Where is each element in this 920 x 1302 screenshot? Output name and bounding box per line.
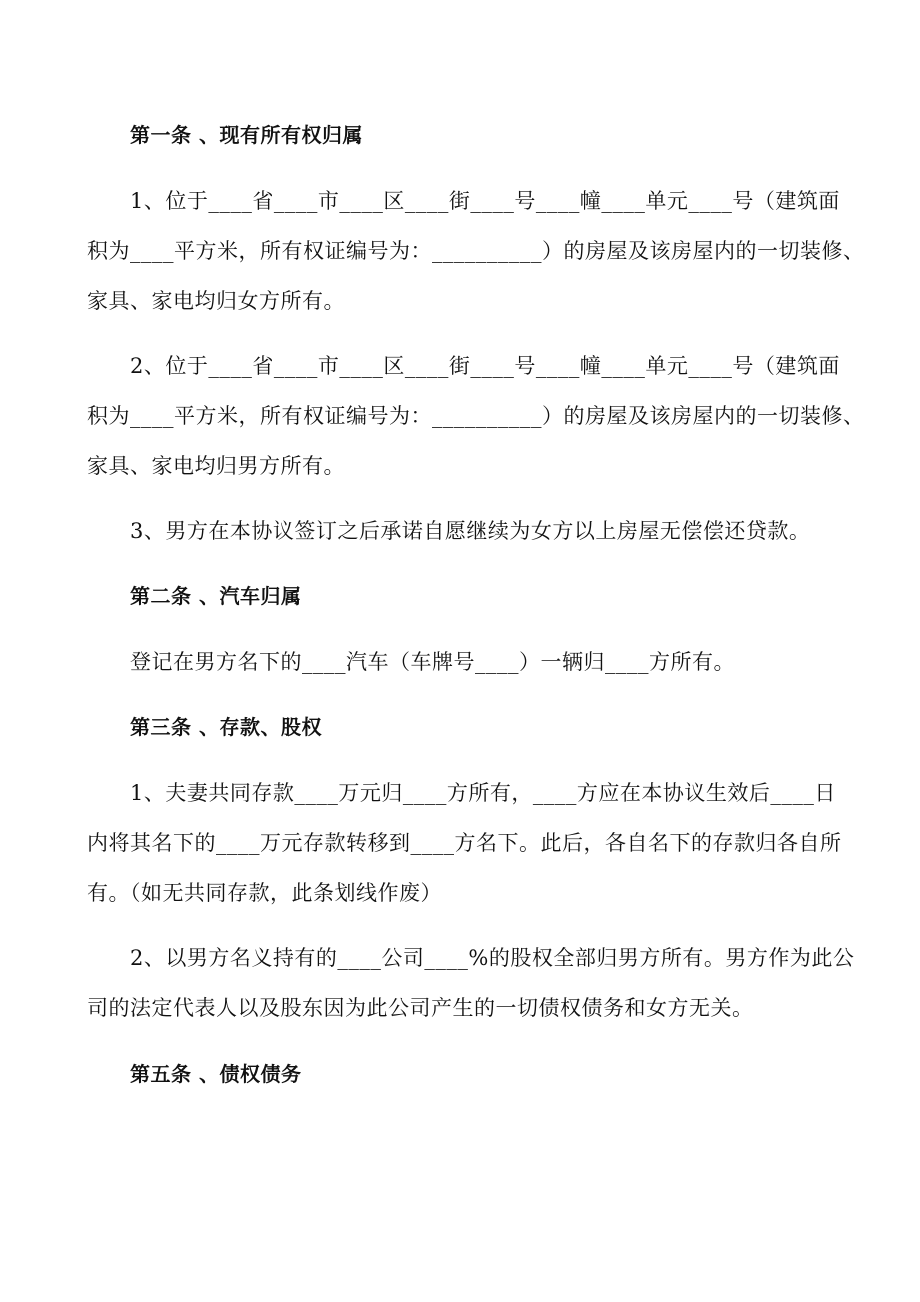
article-1-clause-2-line-3: 家具、家电均归男方所有。 [87,454,345,478]
article-1-clause-1-line-1: 1、位于____省____市____区____街____号____幢____单元____号（建筑面 [130,189,840,213]
article-3-clause-2-line-1: 2、以男方名义持有的____公司____%的股权全部归男方所有。男方作为此公 [130,946,855,970]
article-1-clause-3-line-1: 3、男方在本协议签订之后承诺自愿继续为女方以上房屋无偿偿还贷款。 [130,519,811,543]
article-3-clause-2-line-2: 司的法定代表人以及股东因为此公司产生的一切债权债务和女方无关。 [87,996,754,1020]
article-3-clause-1-line-3: 有。（如无共同存款，此条划线作废） [87,881,442,905]
article-1-clause-1-line-3: 家具、家电均归女方所有。 [87,289,345,313]
article-3-heading: 第三条 、存款、股权 [130,715,322,739]
article-5-heading: 第五条 、债权债务 [130,1062,302,1086]
article-3-clause-1-line-1: 1、夫妻共同存款____万元归____方所有，____方应在本协议生效后____日 [130,781,836,805]
article-2-paragraph-line-1: 登记在男方名下的____汽车（车牌号____）一辆归____方所有。 [130,650,735,674]
article-3-clause-1-line-2: 内将其名下的____万元存款转移到____方名下。此后，各自名下的存款归各自所 [87,831,842,855]
article-1-heading: 第一条 、现有所有权归属 [130,123,363,147]
article-1-clause-2-line-1: 2、位于____省____市____区____街____号____幢____单元____号（建筑面 [130,354,840,378]
article-1-clause-1-line-2: 积为____平方米，所有权证编号为：__________）的房屋及该房屋内的一切装修、 [87,239,865,263]
article-2-heading: 第二条 、汽车归属 [130,584,302,608]
article-1-clause-2-line-2: 积为____平方米，所有权证编号为：__________）的房屋及该房屋内的一切装修、 [87,404,865,428]
